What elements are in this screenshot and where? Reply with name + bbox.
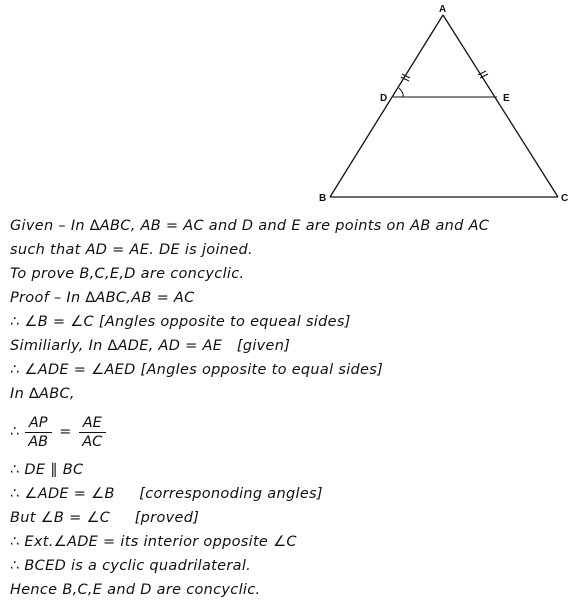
label-d: D <box>380 93 388 104</box>
fraction-ap-ab <box>24 414 52 451</box>
therefore-symbol: ∴ <box>10 424 20 440</box>
label-a: A <box>439 4 447 15</box>
proof-line-cyclic: ∴ BCED is a cyclic quadrilateral. <box>10 558 252 574</box>
proof-line-ratio <box>10 406 575 458</box>
proof-line-exterior: ∴ Ext.∠ADE = its interior opposite ∠C <box>10 534 297 550</box>
label-e: E <box>503 93 510 104</box>
label-b: B <box>319 193 327 204</box>
proof-line-to-prove: To prove B,C,E,D are concyclic. <box>10 266 245 282</box>
side-ac <box>443 15 558 197</box>
proof-line-in-abc: In ∆ABC, <box>10 386 75 402</box>
proof-line-proof: Proof – In ∆ABC,AB = AC <box>10 290 195 306</box>
proof-line-corresponding: ∴ ∠ADE = ∠B [corresponoding angles] <box>10 486 323 502</box>
proof-line-similarly: Similiarly, In ∆ADE, AD = AE [given] <box>10 338 291 354</box>
side-ab <box>330 15 443 197</box>
fraction-numerator-ae: AE <box>79 414 106 433</box>
triangle-figure <box>300 0 580 210</box>
proof-line-conclusion: Hence B,C,E and D are concyclic. <box>10 582 261 598</box>
proof-text <box>10 214 575 602</box>
fraction-denominator-ac: AC <box>82 433 103 450</box>
label-c: C <box>561 193 569 204</box>
proof-line-parallel: ∴ DE ∥ BC <box>10 462 84 478</box>
proof-line-but: But ∠B = ∠C [proved] <box>10 510 200 526</box>
fraction-ae-ac <box>78 414 106 451</box>
proof-line-given: Given – In ∆ABC, AB = AC and D and E are points on AB and AC <box>10 218 490 234</box>
proof-line-given-cont: such that AD = AE. DE is joined. <box>10 242 253 258</box>
fraction-numerator-ap: AP <box>25 414 52 433</box>
fraction-denominator-ab: AB <box>28 433 49 450</box>
proof-line-angles-ade-aed: ∴ ∠ADE = ∠AED [Angles opposite to equal sides] <box>10 362 384 378</box>
equals-sign: = <box>59 424 72 440</box>
angle-arc-d <box>399 88 403 97</box>
proof-line-angles-b-c: ∴ ∠B = ∠C [Angles opposite to equeal sides] <box>10 314 351 330</box>
